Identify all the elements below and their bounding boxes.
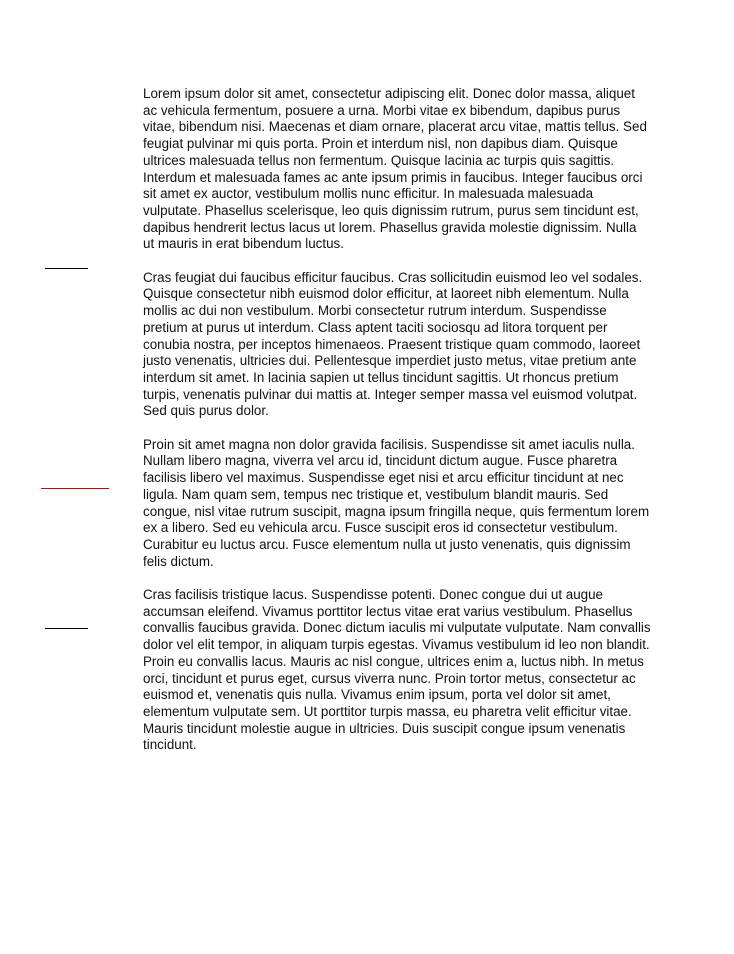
paragraph-2: Cras feugiat dui faucibus efficitur faucibus. Cras sollicitudin euismod leo vel sodales. Quisque consectetur nibh euismod dolor efficitur, at laoreet nibh elementum. Nulla mollis ac dui non vestibulum. Morbi consectetur rutrum interdum. Suspendisse pretium at purus ut interdum. Class aptent taciti sociosqu ad litora torquent per conubia nostra, per inceptos himenaeos. Praesent tristique quam commodo, laoreet justo venenatis, ultricies dui. Pellentesque imperdiet justo metus, vitae pretium ante interdum sit amet. In lacinia sapien ut tellus tincidunt sagittis. Ut rhoncus pretium turpis, venenatis pulvinar dui mattis at. Integer semper massa vel euismod volutpat. Sed quis purus dolor.	[143, 269, 643, 419]
paragraph-4: Cras facilisis tristique lacus. Suspendisse potenti. Donec congue dui ut augue accumsan eleifend. Vivamus porttitor lectus vitae erat varius vestibulum. Phasellus convallis faucibus gravida. Donec dictum iaculis mi vulputate vulputate. Nam convallis dolor vel elit tempor, in aliquam turpis egestas. Vivamus vestibulum id leo non blandit. Proin eu convallis lacus. Mauris ac nisl congue, ultrices enim a, luctus nibh. In metus orci, tincidunt et purus eget, cursus viverra nunc. Proin tortor metus, consectetur ac euismod et, venenatis quis nulla. Vivamus enim ipsum, porta vel dolor sit amet, elementum vulputate sem. Ut porttitor turpis massa, eu pharetra velit efficitur vitae. Mauris tincidunt molestie augue in ultricies. Duis suscipit congue ipsum venenatis tincidunt.	[143, 587, 651, 753]
paragraph-1: Lorem ipsum dolor sit amet, consectetur adipiscing elit. Donec dolor massa, aliquet ac vehicula fermentum, posuere a urna. Morbi vitae ex bibendum, dapibus purus vitae, bibendum nisi. Maecenas et diam ornare, placerat arcu vitae, mattis tellus. Sed feugiat pulvinar mi quis porta. Proin et interdum nisl, non dapibus diam. Quisque ultrices malesuada tellus non fermentum. Quisque lacinia ac turpis quis sagittis. Interdum et malesuada fames ac ante ipsum primis in faucibus. Integer faucibus orci sit amet ex auctor, vestibulum mollis nunc efficitur. In malesuada malesuada vulputate. Phasellus scelerisque, leo quis dignissim rutrum, purus sem tincidunt est, dapibus hendrerit lectus lacus ut lorem. Phasellus gravida molestie dignissim. Nulla ut mauris in erat bibendum luctus.	[143, 86, 647, 252]
margin-rule	[45, 628, 88, 629]
margin-rule	[45, 268, 88, 269]
text-column	[143, 86, 651, 771]
margin-rule-red	[41, 488, 109, 489]
paragraph-3: Proin sit amet magna non dolor gravida facilisis. Suspendisse sit amet iaculis nulla. Nullam libero magna, viverra vel arcu id, tincidunt dictum augue. Fusce pharetra facilisis libero vel maximus. Suspendisse eget nisi et arcu efficitur tincidunt at nec ligula. Nam quam sem, tempus nec tristique et, vestibulum blandit mauris. Sed congue, nisl vitae rutrum suscipit, magna ipsum fringilla neque, quis fermentum lorem ex a libero. Sed eu vehicula arcu. Fusce suscipit eros id consectetur vestibulum. Curabitur eu luctus arcu. Fusce elementum nulla ut justo venenatis, quis dignissim felis dictum.	[143, 436, 650, 569]
